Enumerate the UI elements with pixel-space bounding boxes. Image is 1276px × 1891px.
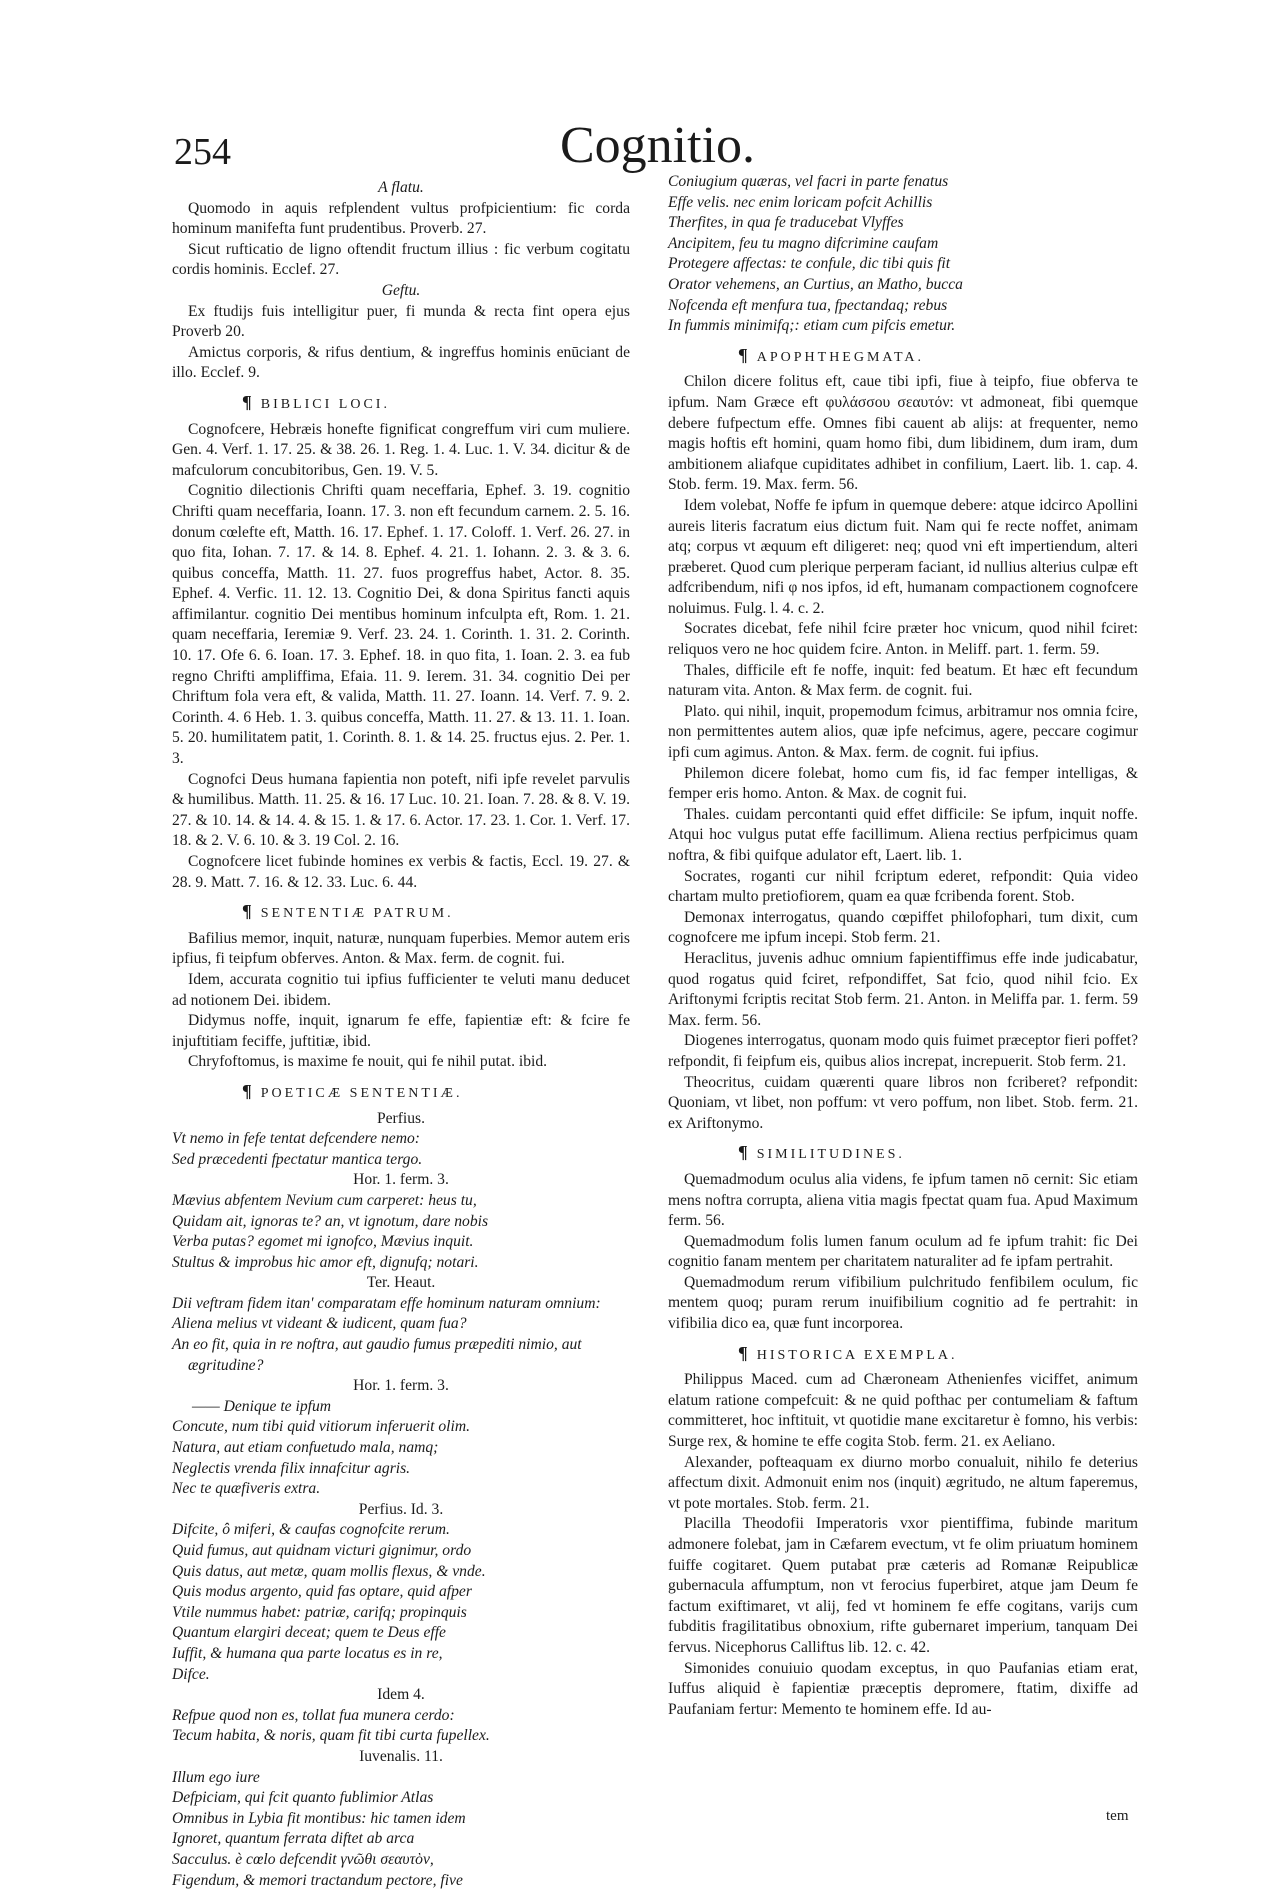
body-paragraph: Chilon dicere folitus eft, caue tibi ipfi, fiue à teipfo, fiue obferva te ipfum. Nam Græce eft φυλάσσου σεαυτόν: vt admoneat, fibi quemque debere fufpectum effe. Omnes fibi cauent ab alijs: at frequenter, nemo magis hoftis eft homini, quam homo fibi, dum libidinem, dum iram, dum ambitionem aliafque cupiditates adhibet in confilium, Laert. lib. 1. cap. 4. Stob. ferm. 19. Max. ferm. 56.: [668, 372, 1138, 496]
right-column: [668, 172, 1138, 1720]
pilcrow-icon: ¶: [738, 345, 751, 365]
body-paragraph: Ex ftudijs fuis intelligitur puer, fi munda & recta fint opera ejus Proverb 20.: [172, 302, 630, 343]
body-paragraph: Cognofcere licet fubinde homines ex verbis & factis, Eccl. 19. 27. & 28. 9. Matt. 7. 16. & 12. 33. Luc. 6. 44.: [172, 852, 630, 893]
body-paragraph: Cognitio dilectionis Chrifti quam neceffaria, Ephef. 3. 19. cognitio Chrifti quam neceffaria, Ioann. 17. 3. non eft fecundum carnem. 2. 5. 16. donum cœlefte eft, Matth. 16. 17. Ephef. 1. 17. Coloff. 1. Verf. 26. 27. in quo fita, Iohan. 7. 17. & 14. 8. Ephef. 4. 21. 1. Iohann. 2. 3. & 3. 6. quibus conceffa, Matth. 11. 27. fuos progreffus habet, Actor. 8. 35. Ephef. 4. Verfic. 11. 12. 13. Cognitio Dei, & dona Spiritus fancti aquis affimilantur. cognitio Dei mentibus hominum infculpta eft, Rom. 1. 21. quam neceffaria, Ieremiæ 9. Verf. 23. 24. 1. Corinth. 1. 31. 2. Corinth. 10. 17. Ofe 6. 6. Ioan. 17. 3. Ephef. 18. in quo fita, 1. Ioan. 2. 3. ea fub regno Chrifti ampliffima, Efaia. 11. 9. Ierem. 31. 34. cognitio Dei per Chriftum fola vera eft, & valida, Matth. 11. 27. Ioann. 14. Verf. 7. 9. 2. Corinth. 4. 6 Heb. 1. 3. quibus conceffa, Matth. 11. 27. & 13. 11. 1. Ioan. 5. 20. humilitatem patit, 1. Corinth. 8. 1. & 14. 25. fructus ejus. 2. Per. 1. 3.: [172, 481, 630, 769]
verse-line: Quis modus argento, quid fas optare, quid afper: [172, 1582, 630, 1603]
verse-line: Sacculus. è cœlo defcendit γνῶθι σεαυτὸν,: [172, 1850, 630, 1871]
verse-source: Ter. Heaut.: [172, 1273, 630, 1294]
body-paragraph: Cognofcere, Hebræis honefte fignificat congreffum viri cum muliere. Gen. 4. Verf. 1. 17. 25. & 38. 26. 1. Reg. 1. 4. Luc. 1. V. 34. dicitur & de mafculorum concubitoribus, Gen. 19. V. 5.: [172, 420, 630, 482]
body-paragraph: Placilla Theodofii Imperatoris vxor pientiffima, fubinde maritum admonere folebat, jam in Cæfarem evectum, vt fe olim priuatum hominem fuiffe cogitaret. Quem putabat præ cæteris ad Romanæ Reipublicæ gubernacula affumptum, non vt ferocius fuperbiret, atque jam Deum fe factum exiftimaret, vt alij, fed vt hominem fe effe cogitans, varijs cum fubditis fragilitatibus obnoxium, rifte gubernaret imperium, tanquam Dei fervus. Nicephorus Calliftus lib. 12. c. 42.: [668, 1514, 1138, 1658]
body-paragraph: Heraclitus, juvenis adhuc omnium fapientiffimus effe inde judicabatur, quod rogatus quid fciret, refpondiffet, Sat fcio, quod nihil fcio. Ex Ariftonymi fcriptis recitat Stob ferm. 21. Anton. in Meliffa par. 1. ferm. 59 Max. ferm. 56.: [668, 949, 1138, 1031]
verse-source: Idem 4.: [172, 1685, 630, 1706]
pilcrow-icon: ¶: [738, 1343, 751, 1363]
verse-line: Quid fumus, aut quidnam victuri gignimur, ordo: [172, 1541, 630, 1562]
body-paragraph: Didymus noffe, inquit, ignarum fe effe, fapientiæ eft: & fcire fe injuftitiam feciffe, juftitiæ, ibid.: [172, 1011, 630, 1052]
section-heading: [668, 1343, 1138, 1367]
body-paragraph: Chryfoftomus, is maxime fe nouit, qui fe nihil putat. ibid.: [172, 1052, 630, 1073]
body-paragraph: Bafilius memor, inquit, naturæ, nunquam fuperbies. Memor autem eris ipfius, fi teipfum obferves. Anton. & Max. ferm. de cognit. fui.: [172, 929, 630, 970]
verse-line: Ignoret, quantum ferrata diftet ab arca: [172, 1829, 630, 1850]
body-paragraph: Quemadmodum oculus alia videns, fe ipfum tamen nō cernit: Sic etiam mens noftra corrupta, aliena vitia magis fpectat quam fua. Apud Maximum ferm. 56.: [668, 1170, 1138, 1232]
verse-line: Quantum elargiri deceat; quem te Deus effe: [172, 1623, 630, 1644]
verse-source: Iuvenalis. 11.: [172, 1747, 630, 1768]
verse-line: Figendum, & memori tractandum pectore, five: [172, 1871, 630, 1891]
verse-line: Omnibus in Lybia fit montibus: hic tamen idem: [172, 1809, 630, 1830]
verse-line: Difce.: [172, 1665, 630, 1686]
section-heading: [668, 345, 1138, 369]
verse-line: Quis datus, aut metæ, quam mollis flexus, & vnde.: [172, 1562, 630, 1583]
running-head: Cognitio.: [560, 118, 755, 174]
body-paragraph: Thales, difficile eft fe noffe, inquit: fed beatum. Et hæc eft fecundum naturam vita. Anton. & Max ferm. de cognit. fui.: [668, 661, 1138, 702]
verse-line: Orator vehemens, an Curtius, an Matho, bucca: [668, 275, 1138, 296]
verse-line: Coniugium quæras, vel facri in parte fenatus: [668, 172, 1138, 193]
section-heading: [172, 901, 630, 925]
subheading: Geftu.: [172, 281, 630, 302]
verse-line: Natura, aut etiam confuetudo mala, namq;: [172, 1438, 630, 1459]
verse-line: Concute, num tibi quid vitiorum inferuerit olim.: [172, 1417, 630, 1438]
section-heading: [668, 1142, 1138, 1166]
body-paragraph: Diogenes interrogatus, quonam modo quis fuimet præceptor fieri poffet? refpondit, fi feipfum eis, quibus alios increpat, increpuerit. Stob ferm. 21.: [668, 1031, 1138, 1072]
verse-line: Ancipitem, feu tu magno difcrimine caufam: [668, 234, 1138, 255]
verse-line: Therfites, in qua fe traducebat Vlyffes: [668, 213, 1138, 234]
body-paragraph: Socrates dicebat, fefe nihil fcire præter hoc vnicum, quod nihil fciret: reliquos vero ne hoc quidem fcire. Anton. in Meliff. part. 1. ferm. 59.: [668, 619, 1138, 660]
verse-line: An eo fit, quia in re noftra, aut gaudio fumus præpediti nimio, aut ægritudine?: [172, 1335, 630, 1376]
pilcrow-icon: ¶: [242, 1081, 255, 1101]
section-heading-text: POETICÆ SENTENTIÆ.: [261, 1086, 463, 1101]
verse-line: Illum ego iure: [172, 1768, 630, 1789]
verse-line: Refpue quod non es, tollat fua munera cerdo:: [172, 1706, 630, 1727]
section-heading-text: SENTENTIÆ PATRUM.: [261, 906, 454, 921]
pilcrow-icon: ¶: [738, 1142, 751, 1162]
body-paragraph: Sicut rufticatio de ligno oftendit fructum illius : fic verbum cogitatu cordis hominis. Ecclef. 27.: [172, 240, 630, 281]
verse-line: Vtile nummus habet: patriæ, carifq; propinquis: [172, 1603, 630, 1624]
body-paragraph: Idem, accurata cognitio tui ipfius fufficienter te veluti manu deducet ad notionem Dei. ibidem.: [172, 970, 630, 1011]
body-paragraph: Plato. qui nihil, inquit, propemodum fcimus, arbitramur nos omnia fcire, non permittentes autem alios, quæ ipfe nefcimus, agere, peccare cogimur ipfi cum agimus. Anton. & Max. ferm. de cognit. fui ipfius.: [668, 702, 1138, 764]
verse-line: Defpiciam, qui fcit quanto fublimior Atlas: [172, 1788, 630, 1809]
body-paragraph: Simonides conuiuio quodam exceptus, in quo Paufanias etiam erat, Iuffus aliquid è fapientiæ præceptis depromere, ftatim, dixiffe ad Paufaniam fertur: Memento te hominem effe. Id au-: [668, 1659, 1138, 1721]
pilcrow-icon: ¶: [242, 392, 255, 412]
verse-line: In fummis minimifq;: etiam cum pifcis emetur.: [668, 316, 1138, 337]
body-paragraph: Theocritus, cuidam quærenti quare libros non fcriberet? refpondit: Quoniam, vt libet, non poffum: vt vero poffum, non libet. Stob. ferm. 21. ex Ariftonymo.: [668, 1073, 1138, 1135]
body-paragraph: Quemadmodum folis lumen fanum oculum ad fe ipfum trahit: fic Dei cognitio fanam mentem per charitatem naturaliter ad fe ipfam pertrahit.: [668, 1232, 1138, 1273]
catchword: tem: [1106, 1808, 1129, 1825]
body-paragraph: Philemon dicere folebat, homo cum fis, id fac femper intelligas, & femper eris homo. Anton. & Max. de cognit fui.: [668, 764, 1138, 805]
verse-line: Quidam ait, ignoras te? an, vt ignotum, dare nobis: [172, 1212, 630, 1233]
body-paragraph: Alexander, pofteaquam ex diurno morbo conualuit, nihilo fe deterius affectum dixit. Admonuit enim nos (inquit) ægritudo, ne altum faperemus, vt pote mortales. Stob. ferm. 21.: [668, 1453, 1138, 1515]
verse-line: Tecum habita, & noris, quam fit tibi curta fupellex.: [172, 1726, 630, 1747]
verse-line: Sed præcedenti fpectatur mantica tergo.: [172, 1150, 630, 1171]
body-paragraph: Amictus corporis, & rifus dentium, & ingreffus hominis enūciant de illo. Ecclef. 9.: [172, 343, 630, 384]
verse-line: Vt nemo in fefe tentat defcendere nemo:: [172, 1129, 630, 1150]
verse-source: Hor. 1. ferm. 3.: [172, 1376, 630, 1397]
verse-line: Nofcenda eft menfura tua, fpectandaq; rebus: [668, 296, 1138, 317]
verse-source: Perfius.: [172, 1109, 630, 1130]
section-heading-text: HISTORICA EXEMPLA.: [757, 1348, 958, 1363]
body-paragraph: Quomodo in aquis refplendent vultus profpicientium: fic corda hominum manifefta funt prudentibus. Proverb. 27.: [172, 199, 630, 240]
verse-line: Difcite, ô miferi, & caufas cognofcite rerum.: [172, 1520, 630, 1541]
body-paragraph: Demonax interrogatus, quando cœpiffet philofophari, tum dixit, cum cognofcere me ipfum incepi. Stob ferm. 21.: [668, 908, 1138, 949]
body-paragraph: Idem volebat, Noffe fe ipfum in quemque debere: atque idcirco Apollini aureis literis facratum eius dictum fuit. Nam qui fe recte noffet, animam atq; corpus vt æquum eft diligeret: neq; quod vni eft impertiendum, alteri præberet. Quod cum plerique perperam faciant, id nullius alterius culpæ eft adfcribendum, nifi φ nos ipfos, id eft, humanam compactionem cognofcere noluimus. Fulg. l. 4. c. 2.: [668, 496, 1138, 620]
body-paragraph: Thales. cuidam percontanti quid effet difficile: Se ipfum, inquit noffe. Atqui hoc vulgus putat effe facillimum. Aliena rectius perfpicimus quam noftra, & fibi quifque adulator eft, Laert. lib. 1.: [668, 805, 1138, 867]
verse-line: Mævius abfentem Nevium cum carperet: heus tu,: [172, 1191, 630, 1212]
pilcrow-icon: ¶: [242, 901, 255, 921]
section-heading: [172, 1081, 630, 1105]
section-heading-text: SIMILITUDINES.: [757, 1147, 905, 1162]
verse-source: Perfius. Id. 3.: [172, 1500, 630, 1521]
verse-line: Verba putas? egomet mi ignofco, Mævius inquit.: [172, 1232, 630, 1253]
verse-line: Nec te quæfiveris extra.: [172, 1479, 630, 1500]
verse-line: —— Denique te ipfum: [172, 1397, 630, 1418]
body-paragraph: Quemadmodum rerum vifibilium pulchritudo fenfibilem oculum, fic mentem quoq; puram rerum inuifibilium cognitio ad fe pertrahit: in vifibilia dico ea, quæ funt incorporea.: [668, 1273, 1138, 1335]
verse-line: Aliena melius vt videant & iudicent, quam fua?: [172, 1314, 630, 1335]
section-heading-text: BIBLICI LOCI.: [261, 397, 390, 412]
body-paragraph: Socrates, roganti cur nihil fcriptum ederet, refpondit: Quia video chartam multo pretiofiorem, quam ea quæ fcribenda forent. Stob.: [668, 867, 1138, 908]
left-column: [172, 178, 630, 1891]
body-paragraph: Philippus Maced. cum ad Chæroneam Athenienfes viciffet, animum elatum ratione compefcuit: & ne quid pofthac per contumeliam & faftum committeret, hoc inftituit, vt quotidie mane excitaretur è fomno, his verbis: Surge rex, & homine te effe cogita Stob. ferm. 21. ex Aeliano.: [668, 1370, 1138, 1452]
verse-line: Effe velis. nec enim loricam pofcit Achillis: [668, 193, 1138, 214]
verse-source: Hor. 1. ferm. 3.: [172, 1170, 630, 1191]
verse-line: Dii veftram fidem itan' comparatam effe hominum naturam omnium:: [172, 1294, 630, 1315]
subheading: A flatu.: [172, 178, 630, 199]
page-number: 254: [174, 132, 231, 172]
verse-line: Stultus & improbus hic amor eft, dignufq; notari.: [172, 1253, 630, 1274]
section-heading-text: APOPHTHEGMATA.: [757, 350, 924, 365]
section-heading: [172, 392, 630, 416]
verse-line: Neglectis vrenda filix innafcitur agris.: [172, 1459, 630, 1480]
body-paragraph: Cognofci Deus humana fapientia non poteft, nifi ipfe revelet parvulis & humilibus. Matth. 11. 25. & 16. 17 Luc. 10. 21. Ioan. 7. 28. & 8. V. 19. 27. & 10. 14. & 14. 4. & 15. 1. & 17. 6. Actor. 17. 23. 1. Cor. 1. Verf. 17. 18. & 2. V. 6. 10. & 3. 19 Col. 2. 16.: [172, 770, 630, 852]
verse-line: Protegere affectas: te confule, dic tibi quis fit: [668, 254, 1138, 275]
verse-line: Iuffit, & humana qua parte locatus es in re,: [172, 1644, 630, 1665]
